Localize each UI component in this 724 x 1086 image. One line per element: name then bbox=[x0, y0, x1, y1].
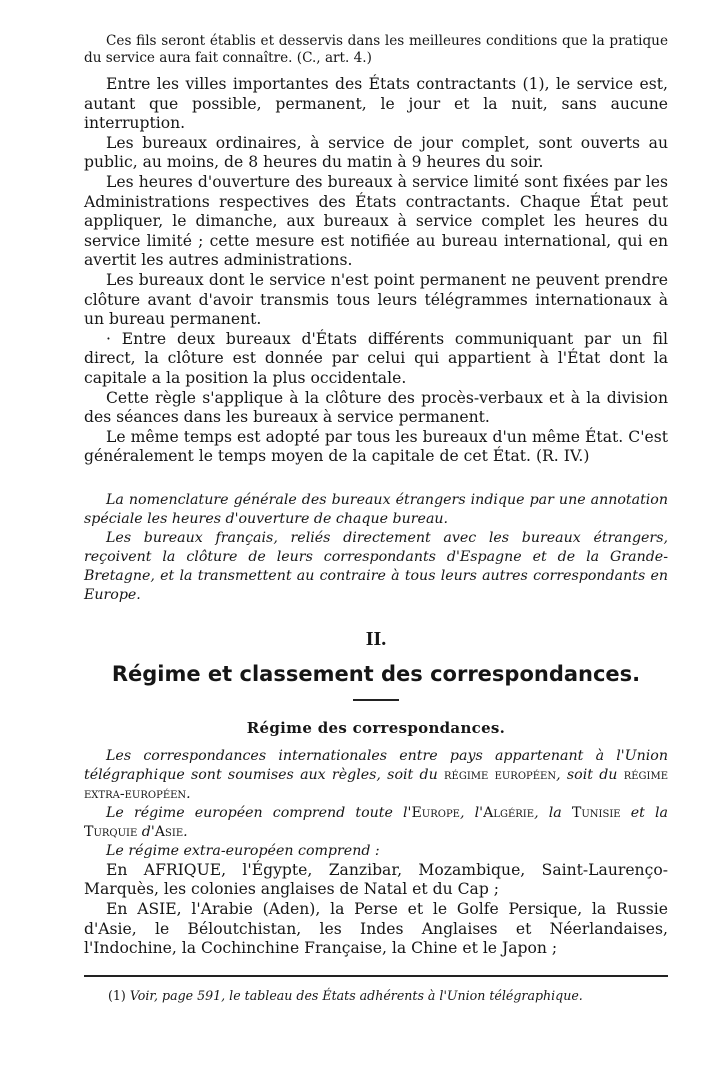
italic-notes bbox=[84, 491, 668, 605]
regime-intro-text: Les correspondances internationales entre pays appartenant à l'Union télégraphique sont soumises aux règles, soit du bbox=[84, 747, 668, 783]
separator: . bbox=[183, 823, 188, 840]
section-title: Régime et classement des correspondances. bbox=[111, 661, 641, 686]
regime-extra: régime extra-européen bbox=[84, 766, 669, 802]
paragraph: · Entre deux bureaux d'États différents communiquant par un fil direct, la clôture est donnée par celui qui appartient à l'État dont la capitale a la position la plus occidentale. bbox=[84, 329, 668, 387]
separator: d' bbox=[137, 823, 155, 840]
country: Algérie bbox=[483, 804, 535, 821]
top-note: Ces fils seront établis et desservis dans les meilleures conditions que la pratique du service aura fait connaître. (C., art. 4.) bbox=[84, 33, 668, 66]
italic-note: Les bureaux français, reliés directement avec les bureaux étrangers, reçoivent la clôture de leurs correspondants d'Espagne et de la Grande-Bretagne, et la transmettent au contraire à tous leurs autres correspondants en Europe. bbox=[84, 529, 668, 603]
regime-europe bbox=[84, 804, 668, 842]
country: Europe bbox=[411, 804, 460, 821]
section-number: II. bbox=[365, 627, 387, 650]
country: Tunisie bbox=[571, 804, 621, 821]
section-subtitle: Régime des correspondances. bbox=[246, 718, 506, 737]
regime-afrique: En AFRIQUE, l'Égypte, Zanzibar, Mozambique, Saint-Laurenço-Marquès, les colonies anglaises de Natal et du Cap ; bbox=[84, 860, 668, 899]
paragraph: Les heures d'ouverture des bureaux à service limité sont fixées par les Administrations respectives des États contractants. Chaque État peut appliquer, le dimanche, aux bureaux à service complet les heures du service limité ; cette mesure est notifiée au bureau international, qui en avertit les autres administrations. bbox=[84, 172, 668, 270]
divider bbox=[353, 699, 399, 701]
regime-intro bbox=[84, 747, 668, 804]
paragraph: Les bureaux dont le service n'est point permanent ne peuvent prendre clôture avant d'avoir transmis tous leurs télégrammes internationaux à un bureau permanent. bbox=[84, 270, 668, 329]
country: Turquie bbox=[84, 823, 138, 840]
separator: et la bbox=[620, 804, 668, 821]
paragraph: Les bureaux ordinaires, à service de jour complet, sont ouverts au public, au moins, de 8 heures du matin à 9 heures du soir. bbox=[84, 133, 668, 172]
regime-europe-text: Le régime européen comprend toute l' bbox=[106, 804, 412, 821]
footnote-mark: (1) bbox=[108, 987, 126, 1003]
footnote-rule bbox=[84, 975, 668, 977]
regime-intro-text: , soit du bbox=[556, 766, 618, 783]
country: Asie bbox=[154, 823, 184, 840]
separator: , la bbox=[534, 804, 572, 821]
regime-intro-end: . bbox=[186, 785, 191, 802]
separator: , l' bbox=[459, 804, 484, 821]
paragraph: Le même temps est adopté par tous les bureaux d'un même État. C'est généralement le temps moyen de la capitale de cet État. (R. IV.) bbox=[84, 427, 668, 466]
regime-extra-intro: Le régime extra-européen comprend : bbox=[106, 842, 380, 859]
footnote bbox=[84, 987, 668, 1005]
footnote-text: Voir, page 591, le tableau des États adhérents à l'Union télégraphique. bbox=[129, 987, 583, 1003]
regime-text bbox=[84, 747, 668, 959]
italic-note: La nomenclature générale des bureaux étrangers indique par une annotation spéciale les heures d'ouverture de chaque bureau. bbox=[84, 491, 668, 527]
paragraph: Entre les villes importantes des États contractants (1), le service est, autant que possible, permanent, le jour et la nuit, sans aucune interruption. bbox=[84, 75, 668, 133]
regime-europeen: régime européen bbox=[444, 766, 557, 783]
paragraph: Cette règle s'applique à la clôture des procès-verbaux et à la division des séances dans les bureaux à service permanent. bbox=[84, 388, 668, 427]
regime-asie: En ASIE, l'Arabie (Aden), la Perse et le Golfe Persique, la Russie d'Asie, le Béloutchistan, les Indes Anglaises et Néerlandaises, l'Indochine, la Cochinchine Française, la Chine et le Japon ; bbox=[84, 900, 668, 958]
body-text bbox=[84, 75, 668, 467]
